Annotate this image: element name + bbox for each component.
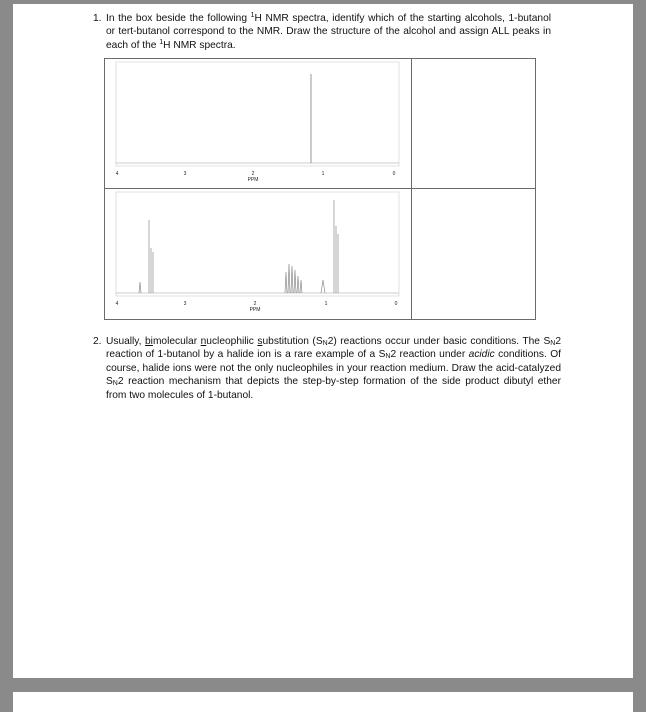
spectrum-1-tick-3: 3 — [183, 171, 187, 177]
spectrum-2-integral-right — [321, 280, 325, 293]
spectrum-2-tick-0: 0 — [394, 301, 398, 307]
nmr-spectrum-2-plot — [107, 190, 410, 319]
spectrum-1-frame — [116, 62, 399, 166]
spectrum-2-axis-label: PPM — [249, 307, 261, 313]
question-1-number: 1. — [93, 13, 102, 24]
question-2-text: Usually, bimolecular nucleophilic substitution $(S_N2)$ reactions occur under basic conditions. The $S_N2$ reaction of 1-butanol by a halide ion is a rare example of a $S_N2$ reaction under acidic conditions. Of course, halide ions were not the only nucleophiles in your reaction medium. Draw the acid-catalyzed $S_N2$ reaction mechanism that depicts the step-by-step formation of the side product dibutyl ether from two molecules of 1-butanol. — [106, 336, 562, 401]
spectrum-2-peaks — [139, 200, 338, 293]
spectrum-2-peak-i — [300, 280, 302, 293]
spectrum-1-tick-1: 1 — [321, 171, 325, 177]
question-2-number: 2. — [93, 336, 102, 347]
next-document-page — [13, 692, 633, 712]
grid-vertical-divider — [411, 59, 412, 319]
spectrum-2-peak-h — [297, 276, 299, 293]
nmr-spectrum-1-plot — [107, 60, 410, 187]
nmr-spectrum-2 — [107, 190, 410, 319]
spectrum-1-tick-0: 0 — [392, 171, 396, 177]
spectra-answer-grid — [104, 58, 536, 320]
spectrum-2-peak-f — [291, 266, 293, 293]
spectrum-1-tick-4: 4 — [115, 171, 119, 177]
spectrum-2-tick-3: 3 — [183, 301, 187, 307]
spectrum-1-tick-2: 2 — [251, 171, 255, 177]
question-1-text: In the box beside the following $^1$H NMR spectra, identify which of the starting alcohols, 1-butanol or tert-butanol correspond to the NMR. Draw the structure of the alcohol and assign ALL peaks in each of the $^1$H NMR spectra. — [106, 12, 552, 51]
grid-horizontal-divider — [105, 188, 535, 189]
spectrum-2-peak-e — [288, 264, 290, 293]
spectrum-2-peak-d — [285, 272, 287, 293]
spectrum-2-peak-g — [294, 270, 296, 293]
spectrum-2-tick-1: 1 — [324, 301, 328, 307]
spectrum-2-tick-4: 4 — [115, 301, 119, 307]
spectrum-1-axis-label: PPM — [247, 177, 259, 183]
spectrum-2-frame — [116, 192, 399, 296]
nmr-spectrum-1 — [107, 60, 410, 187]
spectrum-2-tick-2: 2 — [253, 301, 257, 307]
spectrum-2-integral-left — [139, 282, 141, 293]
